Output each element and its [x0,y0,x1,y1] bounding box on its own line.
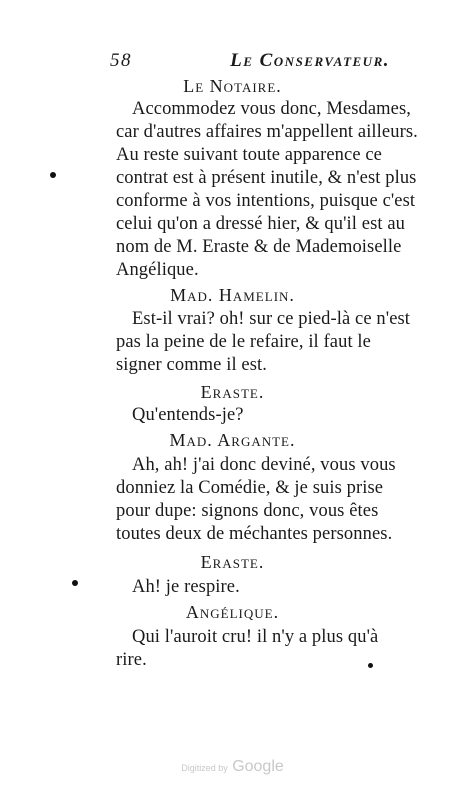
text-line: Au reste suivant toute apparence ce [116,145,382,165]
text-line: donniez la Comédie, & je suis prise [116,478,384,498]
ink-speck [368,663,373,668]
speaker-heading: Angélique. [185,602,280,622]
ink-speck [72,580,78,586]
running-header [110,50,390,72]
text-line: Qu'entends-je? [132,405,244,425]
text-line: pas la peine de le refaire, il faut le [116,332,371,352]
text-line: Angélique. [116,260,199,280]
text-line: toutes deux de méchantes personnes. [116,524,393,544]
text-line: rire. [116,650,147,670]
text-line: pour dupe: signons donc, vous êtes [116,501,379,521]
text-line: nom de M. Eraste & de Mademoiselle [116,237,402,257]
text-line: Est-il vrai? oh! sur ce pied-là ce n'est [132,309,411,329]
digitized-by-text: Digitized by [181,763,228,773]
text-line: Qui l'auroit cru! il n'y a plus qu'à [132,627,379,647]
speaker-heading: Mad. Hamelin. [170,285,295,305]
text-line: celui qu'on a dressé hier, & qu'il est au [116,214,405,234]
text-line: signer comme il est. [116,355,267,375]
speaker-heading: Eraste. [200,382,265,402]
text-line: conforme à vos intentions, puisque c'est [116,191,416,211]
speaker-heading: Mad. Argante. [169,430,296,450]
text-line: Accommodez vous donc, Mesdames, [132,99,411,119]
speaker-heading: Eraste. [200,552,265,572]
speaker-heading: Le Notaire. [183,76,282,96]
text-line: Ah, ah! j'ai donc deviné, vous vous [132,455,396,475]
ink-speck [50,172,56,178]
running-title: Le Conservateur. [230,50,390,71]
scan-watermark [0,758,465,776]
brand-text: Google [232,758,284,775]
text-line: car d'autres affaires m'appellent ailleurs. [116,122,418,142]
text-line: contrat est à présent inutile, & n'est plus [116,168,417,188]
text-line: Ah! je respire. [132,577,240,597]
page-number: 58 [110,50,132,71]
